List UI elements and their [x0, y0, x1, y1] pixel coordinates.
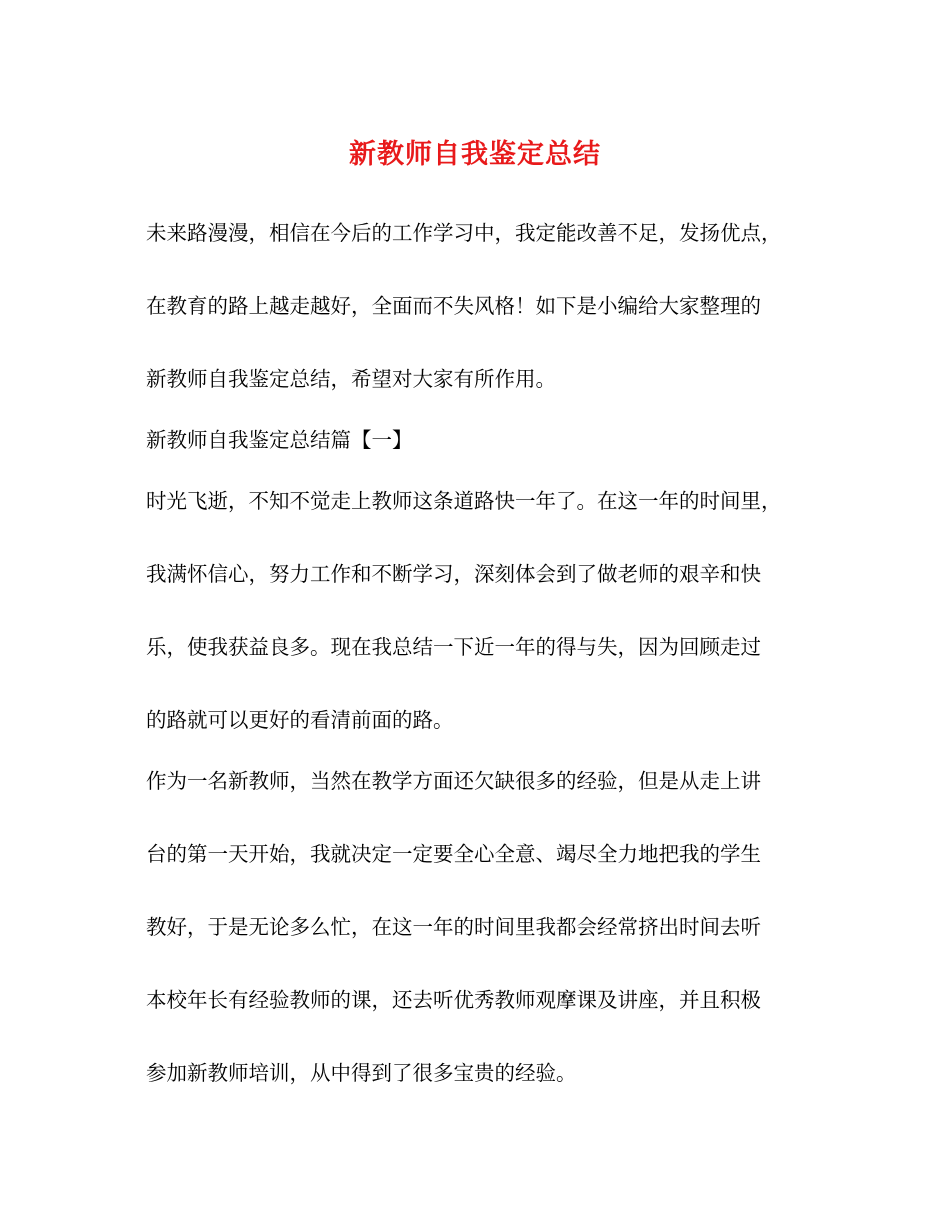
paragraph2-line-1: 作为一名新教师，当然在教学方面还欠缺很多的经验，但是从走上讲 — [146, 769, 761, 793]
paragraph1-line-3: 乐，使我获益良多。现在我总结一下近一年的得与失，因为回顾走过 — [146, 635, 761, 659]
intro-line-1: 未来路漫漫，相信在今后的工作学习中，我定能改善不足，发扬优点， — [146, 221, 782, 245]
paragraph2-line-2: 台的第一天开始，我就决定一定要全心全意、竭尽全力地把我的学生 — [146, 842, 761, 866]
paragraph1-line-1: 时光飞逝，不知不觉走上教师这条道路快一年了。在这一年的时间里， — [146, 489, 782, 513]
paragraph2-line-5: 参加新教师培训，从中得到了很多宝贵的经验。 — [146, 1061, 577, 1085]
intro-line-2: 在教育的路上越走越好，全面而不失风格！如下是小编给大家整理的 — [146, 294, 761, 318]
document-title: 新教师自我鉴定总结 — [349, 139, 601, 170]
paragraph2-line-3: 教好，于是无论多么忙，在这一年的时间里我都会经常挤出时间去听 — [146, 915, 761, 939]
section-heading: 新教师自我鉴定总结篇【一】 — [146, 428, 413, 452]
paragraph1-line-4: 的路就可以更好的看清前面的路。 — [146, 708, 454, 732]
paragraph2-line-4: 本校年长有经验教师的课，还去听优秀教师观摩课及讲座，并且积极 — [146, 988, 761, 1012]
intro-line-3: 新教师自我鉴定总结，希望对大家有所作用。 — [146, 367, 556, 391]
paragraph1-line-2: 我满怀信心，努力工作和不断学习，深刻体会到了做老师的艰辛和快 — [146, 562, 761, 586]
